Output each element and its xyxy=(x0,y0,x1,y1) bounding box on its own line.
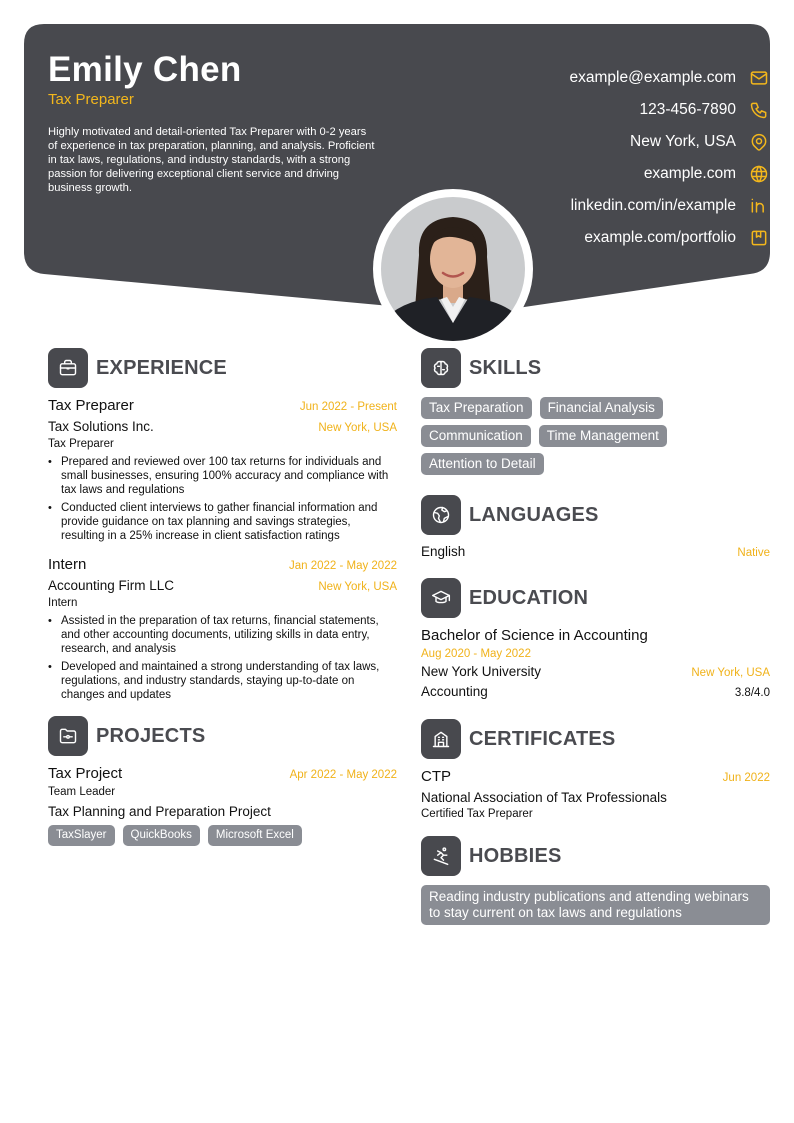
job-role: Intern xyxy=(48,597,78,609)
contact-website-text[interactable]: example.com xyxy=(643,165,736,182)
languages-section xyxy=(421,495,770,559)
education-section xyxy=(421,578,770,699)
certificate-full-name: Certified Tax Preparer xyxy=(421,808,533,820)
bullet-item: • Prepared and reviewed over 100 tax returns for individuals and small businesses, ensuring 100% accuracy and compliance with tax laws and regulations xyxy=(48,455,397,497)
experience-entry xyxy=(48,556,397,702)
briefcase-icon xyxy=(48,348,88,388)
graduation-cap-icon xyxy=(421,578,461,618)
gpa-value: 3.8/4.0 xyxy=(734,687,770,699)
skill-tag: Financial Analysis xyxy=(540,397,663,419)
languages-header xyxy=(421,495,770,535)
language-name: English xyxy=(421,544,466,559)
projects-section xyxy=(48,716,397,846)
education-date: Aug 2020 - May 2022 xyxy=(421,648,531,660)
field-of-study: Accounting xyxy=(421,684,488,699)
project-name: Tax Planning and Preparation Project xyxy=(48,804,271,819)
hobbies-header xyxy=(421,836,770,876)
certificates-section xyxy=(421,719,770,820)
profile-summary: Highly motivated and detail-oriented Tax Preparer with 0-2 years of experience in tax preparation, planning, and analysis. Proficient in tax laws, regulations, and industry standards, with a strong passion for delivering exceptional client service and driving business growth. xyxy=(48,126,375,194)
contact-linkedin-text[interactable]: linkedin.com/in/example xyxy=(570,197,736,214)
contact-email[interactable] xyxy=(450,62,770,94)
language-row xyxy=(421,544,770,559)
job-title: Intern xyxy=(48,556,87,573)
school-location: New York, USA xyxy=(691,667,770,679)
profile-photo xyxy=(381,197,525,341)
skills-tags xyxy=(421,397,770,475)
experience-section xyxy=(48,348,397,702)
contact-phone-text[interactable]: 123-456-7890 xyxy=(639,101,736,118)
project-date: Apr 2022 - May 2022 xyxy=(289,769,397,781)
experience-header xyxy=(48,348,397,388)
job-bullets xyxy=(48,614,397,702)
bullet-item: • Developed and maintained a strong understanding of tax laws, regulations, and industry standards, staying up-to-date on changes and updates xyxy=(48,660,397,702)
bullet-item: • Conducted client interviews to gather financial information and provide guidance on tax planning and savings strategies, resulting in a 25% increase in client satisfaction ratings xyxy=(48,501,397,543)
linkedin-icon xyxy=(748,195,770,217)
globe-icon xyxy=(748,163,770,185)
building-icon xyxy=(421,719,461,759)
hobbies-title: HOBBIES xyxy=(469,844,562,867)
contact-location-text: New York, USA xyxy=(630,133,736,150)
contact-email-text[interactable]: example@example.com xyxy=(569,69,736,86)
projects-title: PROJECTS xyxy=(96,724,206,747)
hobbies-section xyxy=(421,836,770,925)
job-date: Jun 2022 - Present xyxy=(299,401,397,413)
job-bullets xyxy=(48,455,397,543)
location-pin-icon xyxy=(748,131,770,153)
skill-tag: Attention to Detail xyxy=(421,453,544,475)
project-entry xyxy=(48,765,397,846)
mail-icon xyxy=(748,67,770,89)
skill-tag: Time Management xyxy=(539,425,667,447)
project-tools xyxy=(48,825,397,846)
tool-tag: Microsoft Excel xyxy=(208,825,302,846)
contact-portfolio-text[interactable]: example.com/portfolio xyxy=(584,229,736,246)
skills-section xyxy=(421,348,770,475)
job-title: Tax Preparer xyxy=(48,397,134,414)
phone-icon xyxy=(748,99,770,121)
skills-header xyxy=(421,348,770,388)
bookmark-icon xyxy=(748,227,770,249)
project-role: Team Leader xyxy=(48,786,116,798)
company-name: Accounting Firm LLC xyxy=(48,578,175,593)
project-title: Tax Project xyxy=(48,765,123,782)
education-header xyxy=(421,578,770,618)
hobby-item: Reading industry publications and attending webinars to stay current on tax laws and regulations xyxy=(421,885,770,925)
contact-location xyxy=(450,126,770,158)
experience-title: EXPERIENCE xyxy=(96,356,227,379)
job-location: New York, USA xyxy=(318,581,397,593)
degree-name: Bachelor of Science in Accounting xyxy=(421,627,648,644)
job-role: Tax Preparer xyxy=(48,438,114,450)
skill-tag: Tax Preparation xyxy=(421,397,532,419)
world-icon xyxy=(421,495,461,535)
tool-tag: TaxSlayer xyxy=(48,825,115,846)
languages-title: LANGUAGES xyxy=(469,503,599,526)
school-name: New York University xyxy=(421,664,542,679)
skills-title: SKILLS xyxy=(469,356,542,379)
tool-tag: QuickBooks xyxy=(123,825,200,846)
experience-entry xyxy=(48,397,397,543)
brain-icon xyxy=(421,348,461,388)
skiing-icon xyxy=(421,836,461,876)
contact-phone[interactable] xyxy=(450,94,770,126)
contact-website[interactable] xyxy=(450,158,770,190)
company-name: Tax Solutions Inc. xyxy=(48,419,154,434)
certificates-title: CERTIFICATES xyxy=(469,727,616,750)
right-column xyxy=(421,348,770,925)
certificate-date: Jun 2022 xyxy=(722,772,770,784)
candidate-name: Emily Chen xyxy=(48,50,242,89)
job-location: New York, USA xyxy=(318,422,397,434)
bullet-item: • Assisted in the preparation of tax returns, financial statements, and other accounting documents, utilizing skills in data entry, research, and analysis xyxy=(48,614,397,656)
left-column xyxy=(48,348,397,846)
candidate-title: Tax Preparer xyxy=(48,91,134,108)
certificate-issuer: National Association of Tax Professionals xyxy=(421,790,667,805)
certificates-header xyxy=(421,719,770,759)
certificate-name: CTP xyxy=(421,768,451,785)
skill-tag: Communication xyxy=(421,425,531,447)
education-title: EDUCATION xyxy=(469,586,589,609)
language-level: Native xyxy=(737,547,770,559)
job-date: Jan 2022 - May 2022 xyxy=(288,560,397,572)
projects-header xyxy=(48,716,397,756)
folder-icon xyxy=(48,716,88,756)
